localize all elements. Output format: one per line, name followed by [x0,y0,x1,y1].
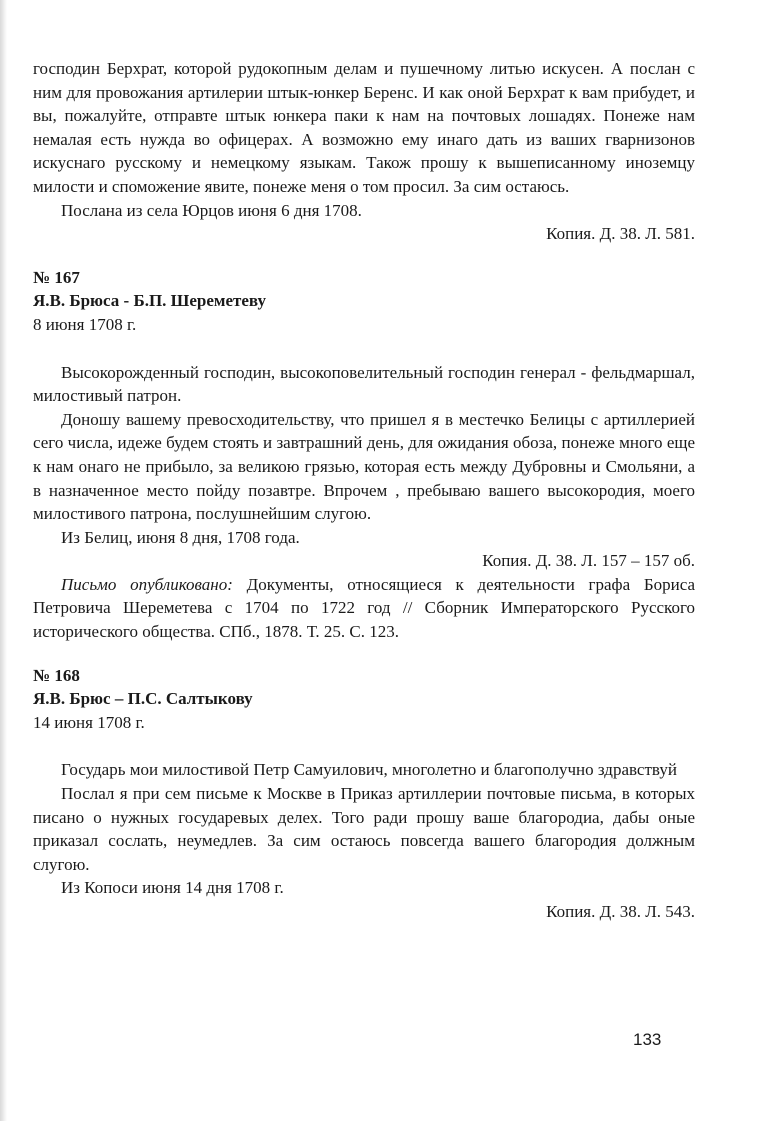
letter-167-body: Доношу вашему превосходительству, что пришел я в местечко Белицы с артиллерией сего числа, идеже будем стоять и завтрашний день, для ожидания обоза, понеже много еще к нам онаго не прибыло, за великою грязью, которая есть между Дубровны и Смольяни, а в назначенное место пойду позавтре. Впрочем , пребываю вашего высокородия, моего милостивого патрона, послушнейшим слугою. [33,409,695,524]
letter-167-heading: Я.В. Брюса - Б.П. Шереметеву [33,291,267,311]
letter-167-source: Копия. Д. 38. Л. 157 – 157 об. [482,551,695,571]
page-number: 133 [633,1030,662,1049]
letter-167-closing: Из Белиц, июня 8 дня, 1708 года. [61,527,300,547]
letter-167-date: 8 июня 1708 г. [33,314,137,334]
letter-168-source: Копия. Д. 38. Л. 543. [546,902,695,921]
letter-168-number: № 168 [33,665,80,685]
intro-source: Копия. Д. 38. Л. 581. [546,224,695,244]
intro-closing: Послана из села Юрцов июня 6 дня 1708. [61,200,362,220]
published-label: Письмо опубликовано: [61,574,233,594]
letter-168-date: 14 июня 1708 г. [33,712,145,732]
published-text: Документы, относящиеся к деятельности графа Бориса Петровича Шереметева с 1704 по 1722 год // Сборник Императорского Русского исторического общества. СПб., 1878. Т. 25. С. 123. [33,574,695,642]
letter-167-number: № 167 [33,267,80,287]
document-page [33,57,695,924]
letter-167-published [33,573,695,644]
letter-168-body: Послал я при сем письме к Москве в Приказ артиллерии почтовые письма, в которых писано о нужных государевых делех. Того ради прошу ваше благородиа, дабы оные приказал сослать, неумедлев. За сим остаюсь повсегда вашего благородия должным слугою. [33,784,695,874]
letter-167-salutation: Высокорожденный господин, высокоповелительный господин генерал - фельдмаршал, милостивый патрон. [33,362,695,406]
letter-168-heading: Я.В. Брюс – П.С. Салтыкову [33,689,253,709]
intro-paragraph: господин Берхрат, которой рудокопным делам и пушечному литью искусен. А послан с ним для провожания артилерии штык-юнкер Беренс. И как оной Берхрат к вам прибудет, и вы, пожалуйте, отправте штык юнкера паки к нам на почтовых лошадях. Понеже нам немалая есть нужда во офицерах. А возможно ему инаго дать из ваших гварнизонов искуснаго русскому и немецкому языкам. Також прошу к вышеписанному иноземцу милости и споможение явите, понеже меня о том просил. За сим остаюсь. [33,59,695,196]
letter-168-salutation: Государь мои милостивой Петр Самуилович, многолетно и благополучно здравствуй [61,760,677,780]
page-edge-shadow [0,0,7,1121]
letter-168-closing: Из Копоси июня 14 дня 1708 г. [61,878,284,898]
